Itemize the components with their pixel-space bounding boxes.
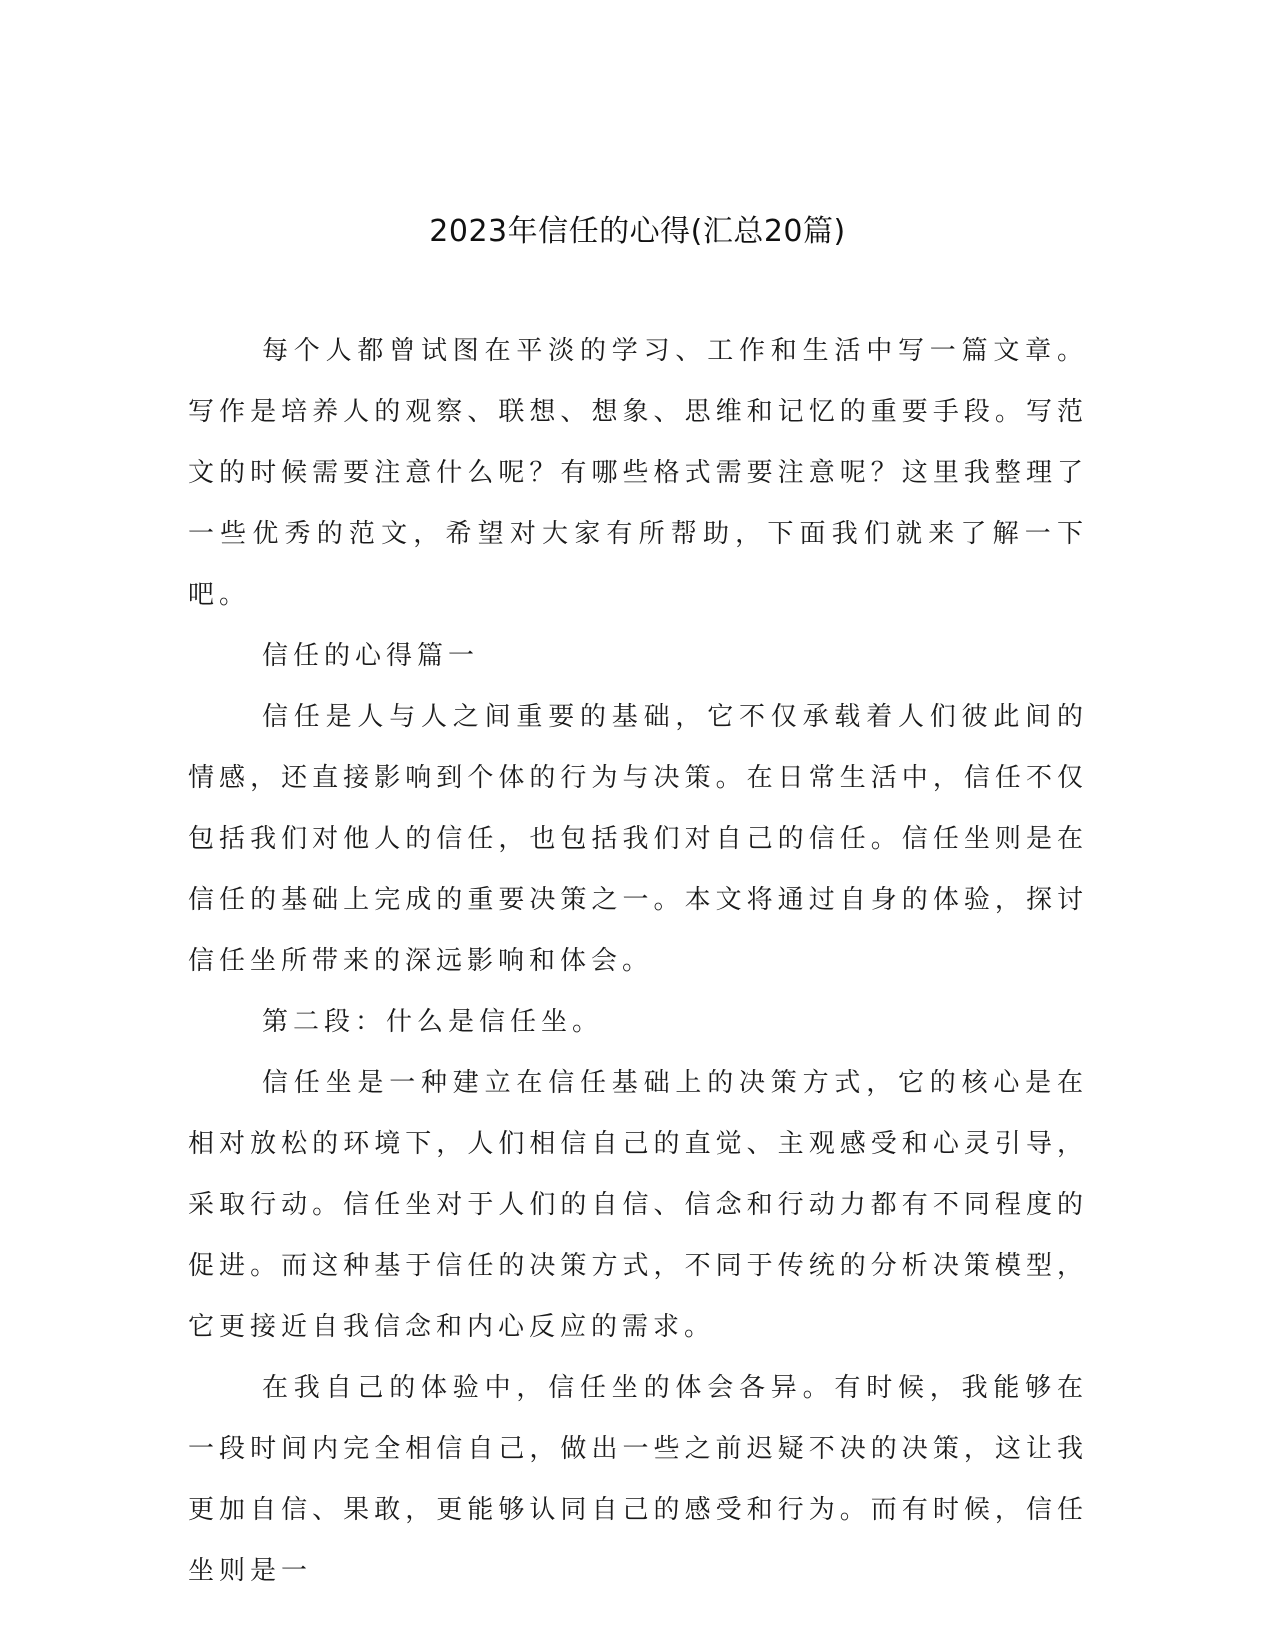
section-heading-1: 信任的心得篇一 (262, 641, 480, 671)
document-title: 2023年信任的心得(汇总20篇) (429, 214, 846, 249)
paragraph-3: 在我自己的体验中，信任坐的体会各异。有时候，我能够在一段时间内完全相信自己，做出一些之前迟疑不决的决策，这让我更加自信、果敢，更能够认同自己的感受和行为。而有时候，信任坐则是一 (188, 1373, 1088, 1586)
paragraph-intro: 每个人都曾试图在平淡的学习、工作和生活中写一篇文章。写作是培养人的观察、联想、想象、思维和记忆的重要手段。写范文的时候需要注意什么呢？有哪些格式需要注意呢？这里我整理了一些优秀的范文，希望对大家有所帮助，下面我们就来了解一下吧。 (188, 336, 1088, 610)
document-body (188, 321, 1088, 1602)
section-heading-2: 第二段：什么是信任坐。 (262, 1007, 604, 1037)
paragraph-1: 信任是人与人之间重要的基础，它不仅承载着人们彼此间的情感，还直接影响到个体的行为与决策。在日常生活中，信任不仅包括我们对他人的信任，也包括我们对自己的信任。信任坐则是在信任的基础上完成的重要决策之一。本文将通过自身的体验，探讨信任坐所带来的深远影响和体会。 (188, 702, 1088, 976)
paragraph-2: 信任坐是一种建立在信任基础上的决策方式，它的核心是在相对放松的环境下，人们相信自己的直觉、主观感受和心灵引导，采取行动。信任坐对于人们的自信、信念和行动力都有不同程度的促进。而这种基于信任的决策方式，不同于传统的分析决策模型，它更接近自我信念和内心反应的需求。 (188, 1068, 1088, 1342)
